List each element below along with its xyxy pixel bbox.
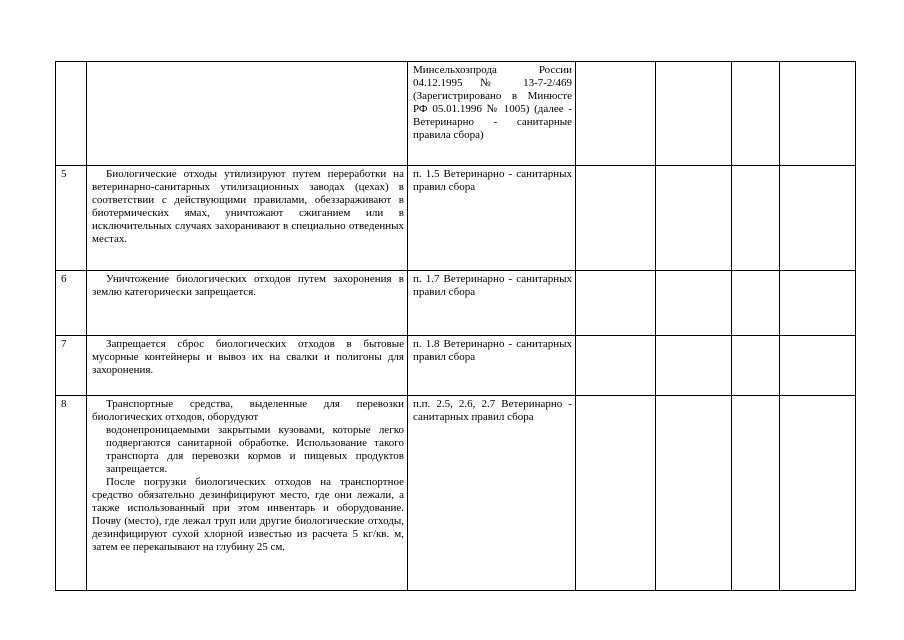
legal-reference: п. 1.8 Ветеринарно - санитарных правил сбора [413,338,572,363]
requirement-text: Уничтожение биологических отходов путем захоронения в землю категорически запрещается. [92,273,404,298]
row-number: 7 [61,338,67,350]
requirement-cell [87,62,408,166]
requirement-text: Транспортные средства, выделенные для перевозки биологических отходов, оборудуют [92,398,404,423]
reference-cell [408,271,576,336]
check-cell-na [732,336,780,396]
check-cell-yes [576,166,656,271]
check-cell-na [732,396,780,591]
legal-reference: п.п. 2.5, 2.6, 2.7 Ветеринарно - санитарных правил сбора [413,398,572,423]
requirement-text: Запрещается сброс биологических отходов в бытовые мусорные контейнеры и вывоз их на свалки и полигоны для захоронения. [92,338,404,376]
requirement-text: водонепроницаемыми закрытыми кузовами, которые легко подвергаются санитарной обработке. Использование такого транспорта для перевозки кормов и пищевых продуктов запрещается. [106,424,404,475]
check-cell-na [732,166,780,271]
remarks-cell [780,271,856,336]
requirement-cell [87,271,408,336]
check-cell-yes [576,271,656,336]
check-cell-no [656,62,732,166]
requirement-cell [87,166,408,271]
table-row [56,396,856,591]
reference-cell [408,396,576,591]
check-cell-no [656,336,732,396]
legal-reference: п. 1.7 Ветеринарно - санитарных правил сбора [413,273,572,298]
requirement-cell [87,396,408,591]
check-cell-na [732,271,780,336]
remarks-cell [780,336,856,396]
requirement-text: Биологические отходы утилизируют путем переработки на ветеринарно-санитарных утилизационных заводах (цехах) в соответствии с действующими правилами, обеззараживают в биотермических ямах, уничтожают сжиганием или в исключительных случаях захоранивают в специально отведенных местах. [92,168,404,245]
requirements-table [55,61,856,591]
row-number-cell [56,336,87,396]
row-number: 8 [61,398,67,410]
check-cell-yes [576,336,656,396]
remarks-cell [780,396,856,591]
row-number: 6 [61,273,67,285]
row-number-cell [56,62,87,166]
row-number-cell [56,271,87,336]
check-cell-no [656,166,732,271]
check-cell-na [732,62,780,166]
reference-cell [408,336,576,396]
requirement-text: После погрузки биологических отходов на транспортное средство обязательно дезинфицируют место, где они лежали, а также использованный при этом инвентарь и оборудование. Почву (место), где лежал труп или другие биологические отходы, дезинфицируют сухой хлорной известью из расчета 5 кг/кв. м, затем ее перекапывают на глубину 25 см. [92,476,404,553]
reference-cell [408,62,576,166]
reference-cell [408,166,576,271]
row-number-cell [56,166,87,271]
remarks-cell [780,166,856,271]
row-number-cell [56,396,87,591]
check-cell-yes [576,62,656,166]
legal-reference: п. 1.5 Ветеринарно - санитарных правил сбора [413,168,572,193]
remarks-cell [780,62,856,166]
table-row [56,62,856,166]
legal-reference: Минсельхозпрода России 04.12.1995 № 13-7-2/469 (Зарегистрировано в Минюсте РФ 05.01.1996 № 1005) (далее - Ветеринарно - санитарные правила сбора) [413,64,572,141]
row-number: 5 [61,168,67,180]
requirement-cell [87,336,408,396]
table-row [56,336,856,396]
check-cell-no [656,396,732,591]
check-cell-yes [576,396,656,591]
check-cell-no [656,271,732,336]
table-row [56,166,856,271]
table-row [56,271,856,336]
